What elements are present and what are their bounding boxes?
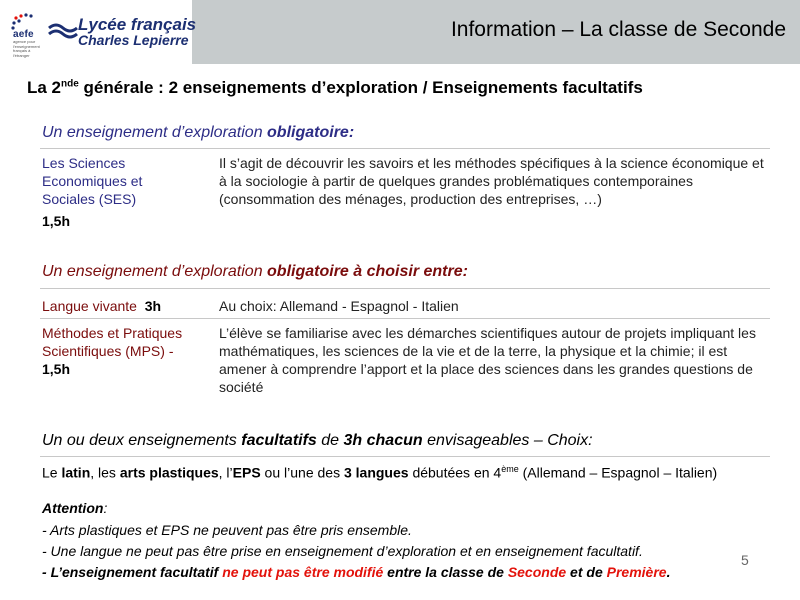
text-run-bold: 3 langues [343,464,409,481]
text-run: entre la classe de [383,564,508,580]
attention-label [42,499,762,517]
slide-subtitle [27,78,643,98]
text-run-bold: latin [61,464,91,481]
section3-heading [42,432,593,450]
optional-courses-text [42,460,762,482]
ses-label: Les Sciences Economiques et Sociales (SES) [42,155,143,207]
page-number: 5 [741,552,749,568]
divider [40,148,770,149]
note-1: - Arts plastiques et EPS ne peuvent pas être pris ensemble. [42,522,412,538]
divider [40,318,770,319]
ses-hours: 1,5h [42,213,71,229]
text-run: L’enseignement facultatif [50,564,223,580]
text-run-bold: arts plastiques [119,464,219,481]
text-run: Le [42,464,62,481]
attention-colon: : [103,500,108,516]
logo-line-1: Lycée français [78,15,197,34]
subtitle-superscript: nde [61,78,79,90]
section1-heading-text: Un enseignement d’exploration [42,124,268,141]
subtitle-text-rest: générale : 2 enseignements d’exploration / Enseignements facultatifs [78,78,643,97]
text-run: , les [90,464,120,481]
note-3 [42,563,762,581]
aefe-wordmark: aefe [13,29,34,40]
wave-icon [48,20,78,40]
language-hours: 3h [144,298,162,314]
section2-heading-text: Un enseignement d’exploration [42,263,268,280]
language-row-label [42,297,161,315]
text-run-red: Première [606,564,667,580]
text-run: et de [566,564,607,580]
section2-heading [42,263,468,281]
ses-description: Il s’agit de découvrir les savoirs et les méthodes spécifiques à la science économique et à la sociologie à partir de quelques grandes problématiques contemporaines (consommation des ménages, production des entreprises, …) [219,155,764,207]
subtitle-text: La 2 [27,78,62,97]
section3-heading-text: envisageables – Choix: [422,432,593,449]
text-run-superscript: ème [501,464,519,474]
mps-hours: 1,5h [42,361,71,377]
language-label: Langue vivante [42,298,137,314]
attention-word: Attention [42,500,104,516]
mps-description: L’élève se familiarise avec les démarches scientifiques autour de projets impliquant les mathématiques, les sciences de la vie et de la terre, la physique et la chimie; il est amener à comprendre l’apport et la place des sciences dans les grandes questions de société [219,325,756,395]
aefe-tagline: agence pour l'enseignement français à l'étranger [13,39,40,58]
mps-label: Méthodes et Pratiques Scientifiques (MPS) - [42,325,183,359]
text-run: débutées en 4 [408,464,502,481]
section3-heading-bold: facultatifs [241,432,317,449]
text-run: ou l’une des [260,464,344,481]
text-run: , l’ [218,464,233,481]
slide-title: Information – La classe de Seconde [450,18,786,41]
text-run: . [666,564,671,580]
section2-heading-bold: obligatoire à choisir entre: [267,263,468,280]
logo-line-2: Charles Lepierre [78,32,189,48]
text-run: - [42,564,51,580]
text-run-red: Seconde [507,564,567,580]
language-description: Au choix: Allemand - Espagnol - Italien [219,298,459,314]
mps-row-label [42,324,192,378]
section3-heading-text: Un ou deux enseignements [42,432,242,449]
text-run-red: ne peut pas être modifié [222,564,384,580]
section1-heading [42,124,354,142]
school-logo [0,0,197,64]
slide-header [0,0,800,64]
section3-heading-text: de [316,432,344,449]
section1-heading-bold: obligatoire: [267,124,355,141]
text-run-bold: EPS [232,464,261,481]
note-2: - Une langue ne peut pas être prise en enseignement d’exploration et en enseignement facultatif. [42,543,643,559]
section3-heading-bold: 3h chacun [343,432,423,449]
divider [40,456,770,457]
text-run: (Allemand – Espagnol – Italien) [518,464,718,481]
divider [40,288,770,289]
